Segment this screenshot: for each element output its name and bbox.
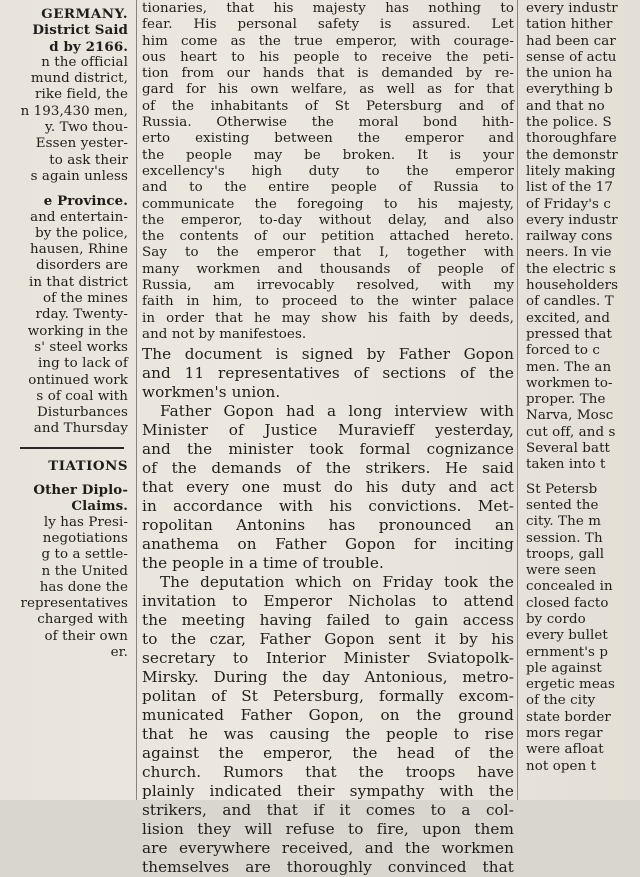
article-line: in accordance with his convictions. Met- [142, 497, 514, 516]
left-column-line: negotiations [42, 530, 128, 546]
article-line: strikers, and that if it comes to a col- [142, 801, 514, 820]
left-column-line: n the United [41, 563, 128, 579]
right-column-line: troops, gall [526, 546, 605, 562]
right-column-line: tation hither [526, 17, 613, 33]
right-column-line: Several batt [526, 441, 611, 457]
right-column-line: session. Th [526, 530, 603, 546]
petition-line: Russia, am irrevocably resolved, with my [142, 278, 514, 294]
left-column-line: hausen, Rhine [29, 242, 128, 258]
petition-line: him come as the true emperor, with courage- [142, 33, 514, 49]
right-column-line: mors regar [526, 726, 603, 742]
right-column-line: excited, and [526, 310, 611, 326]
middle-column [142, 0, 514, 877]
spacer [0, 185, 132, 193]
spacer [522, 474, 640, 482]
petition-line: of the inhabitants of St Petersburg and of [142, 98, 514, 114]
left-column-line: Other Diplo- [33, 482, 128, 499]
article-body [142, 343, 514, 877]
right-column-line: forced to c [526, 343, 600, 359]
right-column-line: pressed that [526, 326, 612, 342]
petition-line: tionaries, that his majesty has nothing to [142, 1, 514, 16]
left-column-line: ontinued work [28, 372, 128, 388]
spacer [0, 474, 132, 482]
left-column-line: rike field, the [35, 87, 128, 103]
right-column-line: of the city [526, 693, 596, 709]
article-line: invitation to Emperor Nicholas to attend [142, 592, 514, 611]
left-column-line: e Province. [43, 193, 128, 210]
left-column-line: disorders are [36, 258, 128, 274]
left-column-line: representatives [20, 596, 128, 612]
right-column-line: ernment's p [526, 644, 609, 660]
right-column-line: proper. The [526, 392, 606, 408]
right-column-line: litely making [526, 163, 616, 179]
left-column-line: rday. Twenty- [35, 307, 128, 323]
right-column-line: were afloat [526, 742, 604, 758]
right-column-line: list of the 17 [526, 180, 613, 196]
article-line: municated Father Gopon, on the ground [142, 706, 514, 725]
article-line: against the emperor, the head of the [142, 744, 514, 763]
right-column-line: railway cons [526, 229, 613, 245]
left-column-line: Claims. [71, 498, 128, 515]
article-line: themselves are thoroughly convinced that [142, 858, 514, 877]
article-line: the meeting having failed to gain access [142, 611, 514, 630]
article-line: church. Rumors that the troops have [142, 763, 514, 782]
article-line: The document is signed by Father Gopon [142, 345, 514, 364]
petition-line: the emperor, to-day without delay, and also [142, 212, 514, 228]
petition-line: faith in him, to proceed to the winter palace [142, 294, 514, 310]
left-column-line: s' steel works [34, 339, 128, 355]
right-column-line: taken into t [526, 457, 606, 473]
right-column-line: Narva, Mosc [526, 408, 614, 424]
left-column-line: er. [110, 644, 128, 660]
left-column-line: TIATIONS [48, 457, 128, 474]
article-line: workmen's union. [142, 383, 281, 402]
article-line: lision they will refuse to fire, upon them [142, 820, 514, 839]
left-column-line: n the official [41, 54, 128, 70]
left-column [0, 0, 132, 800]
right-column-line: thoroughfare [526, 131, 617, 147]
right-column-line: workmen to- [526, 375, 613, 391]
right-column-line: every industr [526, 1, 618, 16]
column-rule-right [517, 0, 518, 800]
left-column-line: GERMANY. [41, 6, 128, 22]
left-column-line: and entertain- [30, 209, 128, 225]
right-column-line: city. The m [526, 514, 601, 530]
article-line: and 11 representatives of sections of the [142, 364, 514, 383]
article-line: and the minister took formal cognizance [142, 440, 514, 459]
article-line: Father Gopon had a long interview with [160, 402, 514, 421]
right-column-line: men. The an [526, 359, 612, 375]
right-column-line: ple against [526, 660, 602, 676]
right-column [522, 0, 640, 800]
article-line: Mirsky. During the day Antonious, metro- [142, 668, 514, 687]
right-column-line: had been car [526, 33, 616, 49]
right-column-line: state border [526, 709, 611, 725]
right-column-line: not open t [526, 758, 597, 774]
left-column-line: s again unless [30, 168, 128, 184]
article-line: are everywhere received, and the workmen [142, 839, 514, 858]
article-line: anathema on Father Gopon for inciting [142, 535, 514, 554]
right-column-line: cut off, and s [526, 424, 616, 440]
article-line: to the czar, Father Gopon sent it by his [142, 630, 514, 649]
left-column-line: in that district [28, 274, 128, 290]
left-column-line: of their own [44, 628, 128, 644]
right-column-line: by cordo [526, 611, 586, 627]
petition-line: the contents of our petition attached hereto. [142, 229, 514, 245]
petition-line: erto existing between the emperor and [142, 131, 514, 147]
right-column-line: of candles. T [526, 294, 614, 310]
left-column-line: by the police, [35, 225, 128, 241]
left-column-line: to ask their [49, 152, 128, 168]
petition-line: in order that he may show his faith by deeds, [142, 310, 514, 326]
petition-line: Russia. Otherwise the moral bond hith- [142, 115, 514, 131]
article-line: Minister of Justice Muravieff yesterday, [142, 421, 514, 440]
right-column-line: were seen [526, 563, 597, 579]
article-line: ropolitan Antonins has pronounced an [142, 516, 514, 535]
right-column-line: the police. S [526, 115, 612, 131]
left-column-line: ing to lack of [38, 356, 128, 372]
right-column-line: and that no [526, 98, 605, 114]
left-column-line: Disturbances [37, 405, 128, 421]
left-column-line: mund district, [30, 71, 128, 87]
petition-line: many workmen and thousands of people of [142, 261, 514, 277]
article-line: of the demands of the strikers. He said [142, 459, 514, 478]
right-column-line: concealed in [526, 579, 613, 595]
petition-line: fear. His personal safety is assured. Let [142, 17, 514, 33]
right-column-line: St Petersb [526, 481, 598, 497]
left-column-line: District Said [32, 22, 128, 39]
article-line: that every one must do his duty and act [142, 478, 514, 497]
section-divider [20, 447, 124, 449]
petition-line: ous heart to his people to receive the peti- [142, 49, 514, 65]
right-column-line: every industr [526, 212, 618, 228]
left-column-line: and Thursday [33, 421, 128, 437]
right-column-line: the union ha [526, 66, 613, 82]
petition-line: communicate the foregoing to his majesty, [142, 196, 514, 212]
article-line: that he was causing the people to rise [142, 725, 514, 744]
left-column-line: Essen yester- [35, 136, 128, 152]
right-column-line: everything b [526, 82, 613, 98]
petition-line: the people may be broken. It is your [142, 147, 514, 163]
left-column-line: d by 2166. [49, 38, 128, 55]
left-column-line: n 193,430 men, [20, 103, 128, 119]
left-column-line: ly has Presi- [43, 514, 128, 530]
left-column-line: of the mines [42, 291, 128, 307]
petition-line: Say to the emperor that I, together with [142, 245, 514, 261]
petition-line: and not by manifestoes. [142, 326, 307, 342]
petition-line: gard for his own welfare, as well as for that [142, 82, 514, 98]
column-rule-left [136, 0, 137, 800]
left-column-line: y. Two thou- [45, 120, 128, 136]
right-column-line: of Friday's c [526, 196, 611, 212]
right-column-line: sense of actu [526, 49, 617, 65]
left-column-line: g to a settle- [41, 547, 128, 563]
left-column-line: has done the [39, 579, 128, 595]
petition-line: and to the entire people of Russia to [142, 180, 514, 196]
right-column-line: every bullet [526, 628, 608, 644]
right-column-line: the demonstr [526, 147, 618, 163]
article-line: plainly indicated their sympathy with the [142, 782, 514, 801]
right-column-line: the electric s [526, 261, 616, 277]
article-line: The deputation which on Friday took the [160, 573, 514, 592]
right-column-line: closed facto [526, 595, 609, 611]
left-column-line: s of coal with [36, 388, 128, 404]
quoted-petition [142, 0, 514, 343]
right-column-line: householders [526, 278, 619, 294]
petition-line: tion from our hands that is demanded by re- [142, 66, 514, 82]
article-line: the people in a time of trouble. [142, 554, 384, 573]
left-column-line: working in the [27, 323, 128, 339]
petition-line: excellency's high duty to the emperor [142, 163, 514, 179]
right-column-line: neers. In vie [526, 245, 612, 261]
right-column-line: ergetic meas [526, 677, 615, 693]
article-line: secretary to Interior Minister Sviatopolk- [142, 649, 514, 668]
article-line: politan of St Petersburg, formally excom- [142, 687, 514, 706]
left-column-line: charged with [37, 612, 128, 628]
right-column-line: sented the [526, 497, 599, 513]
